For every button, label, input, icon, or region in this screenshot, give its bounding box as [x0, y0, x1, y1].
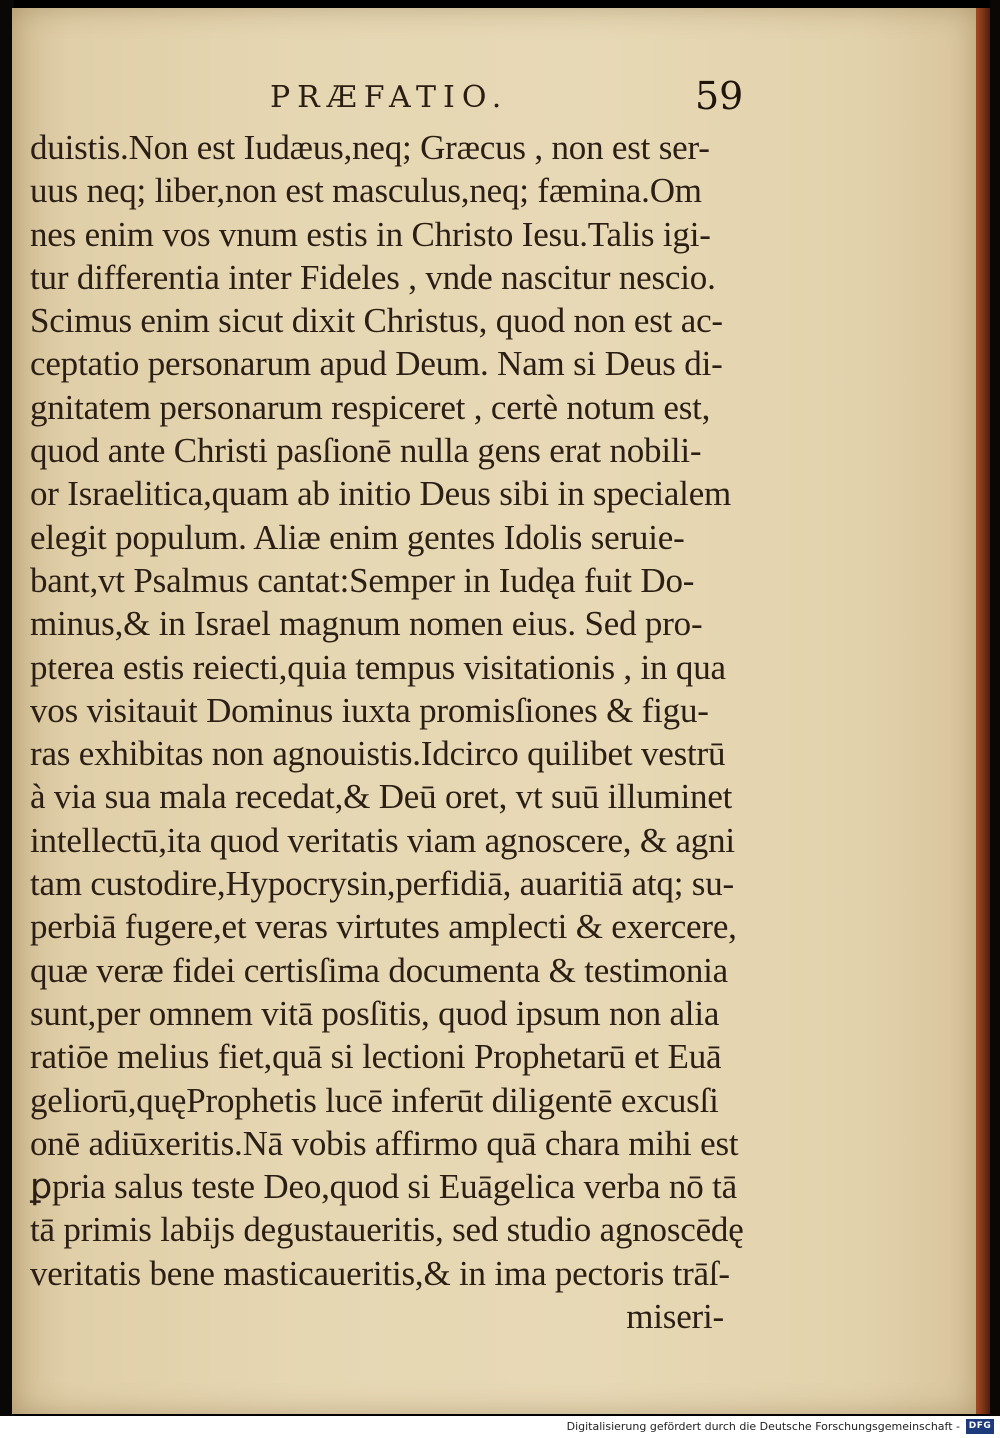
text-line: à via sua mala recedat,& Deū oret, vt suū illuminet: [30, 777, 733, 817]
text-line: veritatis bene masticaueritis,& in ima pectoris trāſ-: [30, 1253, 730, 1293]
text-line: perbiā fugere,et veras virtutes amplecti & exercere,: [30, 907, 737, 947]
dfg-logo-icon: DFG: [966, 1419, 994, 1434]
text-line: sunt,per omnem vitā posſitis, quod ipsum non alia: [30, 993, 720, 1033]
footer-bar: [0, 1416, 1000, 1438]
text-line: ceptatio personarum apud Deum. Nam si Deus di-: [30, 344, 723, 384]
catchword: miseri-: [626, 1297, 724, 1337]
running-head: PRÆFATIO.: [270, 80, 509, 115]
text-line: uus neq; liber,non est masculus,neq; fæmina.Om: [30, 171, 702, 211]
text-line: tur differentia inter Fideles , vnde nascitur nescio.: [30, 257, 716, 297]
text-line: tā primis labijs degustaueritis, sed studio agnoscēdę: [30, 1210, 744, 1250]
text-line: pterea estis reiecti,quia tempus visitationis , in qua: [30, 647, 726, 687]
text-line: gnitatem personarum respiceret , certè notum est,: [30, 387, 711, 427]
folio-number: 59: [695, 74, 744, 118]
page-edge-shadow: [990, 0, 1000, 1416]
text-line: geliorū,quęProphetis lucē inferūt diligentē excusſi: [30, 1080, 719, 1120]
text-line: quæ veræ fidei certisſima documenta & testimonia: [30, 950, 729, 990]
text-line: ras exhibitas non agnouistis.Idcirco quilibet vestrū: [30, 734, 726, 774]
footer-credit: Digitalisierung gefördert durch die Deutsche Forschungsgemeinschaft -: [566, 1420, 960, 1433]
text-line: intellectū,ita quod veritatis viam agnoscere, & agni: [30, 820, 735, 860]
text-line: ꝑpria salus teste Deo,quod si Euāgelica verba nō tā: [30, 1167, 737, 1207]
text-line: elegit populum. Aliæ enim gentes Idolis seruie-: [30, 517, 685, 557]
text-line: duistis.Non est Iudæus,neq; Græcus , non est ser-: [30, 128, 710, 167]
text-line: bant,vt Psalmus cantat:Semper in Iudęa fuit Do-: [30, 560, 695, 600]
page-edge-strip: [976, 8, 990, 1414]
text-line: Scimus enim sicut dixit Christus, quod non est ac-: [30, 301, 723, 341]
text-line: or Israelitica,quam ab initio Deus sibi in specialem: [30, 474, 732, 514]
text-line: nes enim vos vnum estis in Christo Iesu.Talis igi-: [30, 214, 711, 254]
text-line: quod ante Christi pasſionē nulla gens erat nobili-: [30, 431, 702, 471]
text-line: tam custodire,Hypocrysin,perfidiā, auaritiā atq; su-: [30, 864, 734, 904]
text-line: minus,& in Israel magnum nomen eius. Sed pro-: [30, 604, 703, 644]
body-text: [30, 126, 744, 1338]
text-line: vos visitauit Dominus iuxta promisſiones & figu-: [30, 690, 709, 730]
text-line: ratiōe melius fiet,quā si lectioni Prophetarū et Euā: [30, 1037, 722, 1077]
text-line: onē adiūxeritis.Nā vobis affirmo quā chara mihi est: [30, 1123, 739, 1163]
